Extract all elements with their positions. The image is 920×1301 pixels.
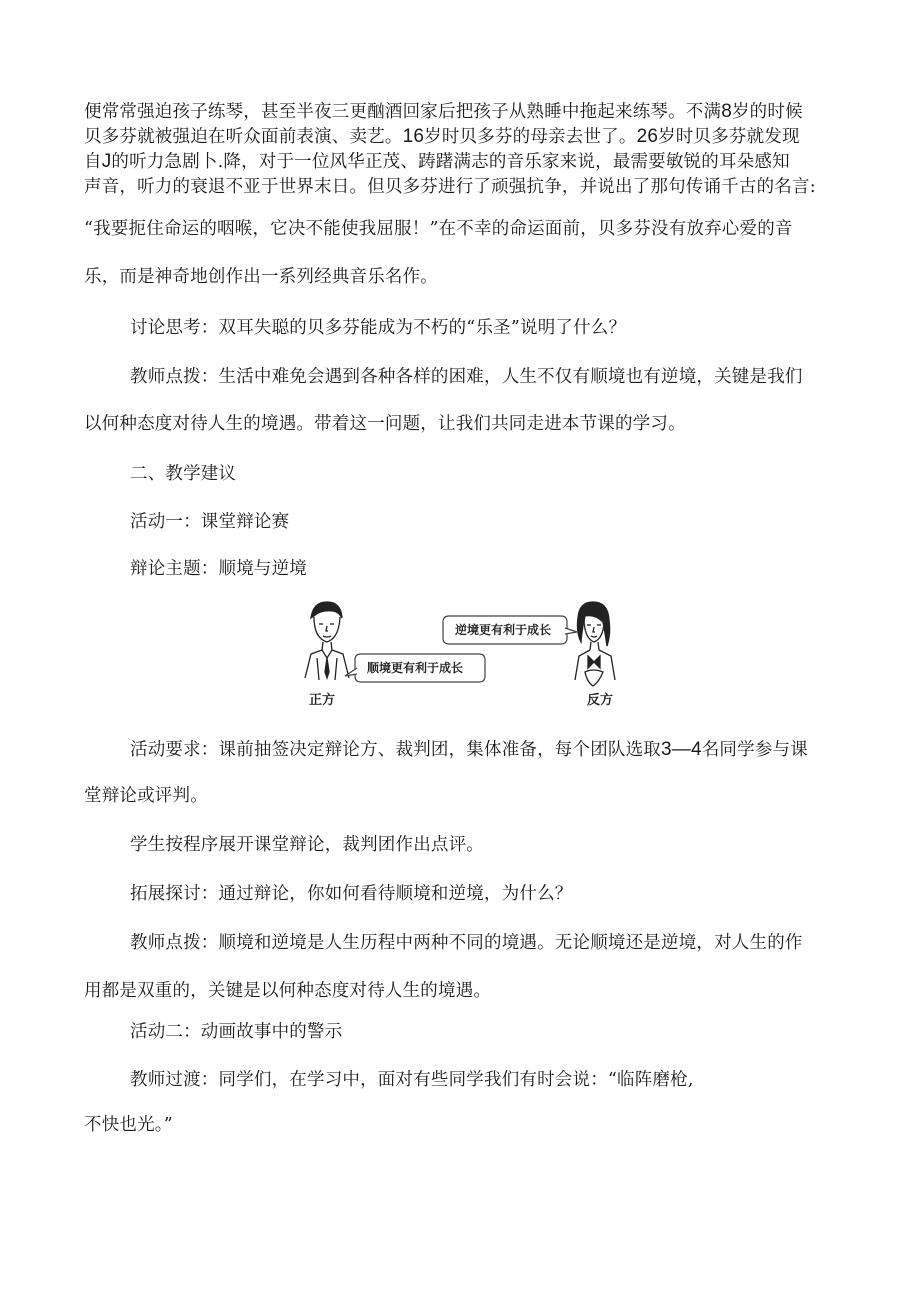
- text-span: 岁时贝多芬的母亲去世了。: [424, 127, 637, 147]
- teacher-hint-line: 用都是双重的，关键是以何种态度对待人生的境遇。: [84, 981, 492, 1001]
- teacher-hint-line: 教师点拨：顺境和逆境是人生历程中两种不同的境遇。无论顺境还是逆境，对人生的作: [130, 933, 803, 953]
- number-span: 8: [721, 101, 732, 122]
- negative-person-figure: [575, 602, 615, 686]
- text-span: 名同学参与课: [701, 740, 808, 760]
- activity-title: 活动一：课堂辩论赛: [130, 512, 290, 532]
- affirmative-person-figure: [305, 602, 349, 680]
- activity-requirement-line: [130, 738, 808, 762]
- left-bubble-text: 顺境更有利于成长: [367, 661, 464, 675]
- text-span: 贝多芬就被强迫在听众面前表演、卖艺。: [84, 127, 403, 147]
- text-span: 的听力急剧卜.降，对于一位风华正茂、踌躇满志的音乐家来说，最需要敏锐的耳朵感知: [111, 152, 790, 172]
- activity-title: 活动二：动画故事中的警示: [130, 1022, 343, 1042]
- paragraph-line: [84, 100, 803, 124]
- right-bubble-text: 逆境更有利于成长: [455, 623, 552, 637]
- debate-topic: 辩论主题：顺境与逆境: [130, 559, 307, 579]
- number-span: 16: [402, 126, 425, 147]
- text-span: 自: [84, 152, 102, 172]
- affirmative-label: 正方: [309, 693, 336, 708]
- paragraph-line: 声音，听力的衰退不亚于世界末日。但贝多芬进行了顽强抗争，并说出了那句传诵千古的名言:: [84, 177, 816, 197]
- text-span: 岁的时候: [731, 102, 803, 122]
- text-span: 便常常强迫孩子练琴，甚至半夜三更酗酒回家后把孩子从熟睡中拖起来练琴。不满: [84, 102, 722, 122]
- paragraph-line: 乐，而是神奇地创作出一系列经典音乐名作。: [84, 267, 438, 287]
- activity-requirement-line: 堂辩论或评判。: [84, 786, 208, 806]
- text-span: 岁时贝多芬就发现: [658, 127, 800, 147]
- negative-label: 反方: [587, 693, 614, 708]
- teacher-transition-line: 不快也光。”: [84, 1115, 173, 1135]
- section-heading: 二、教学建议: [130, 464, 237, 484]
- discussion-question: 讨论思考：双耳失聪的贝多芬能成为不朽的“乐圣”说明了什么？: [130, 318, 627, 338]
- debate-illustration-drawing: [303, 598, 621, 710]
- teacher-transition-line: 教师过渡：同学们，在学习中，面对有些同学我们有时会说：“临阵磨枪,: [130, 1070, 694, 1090]
- paragraph-line: [84, 125, 800, 149]
- number-span: 3—4: [661, 739, 702, 760]
- glyph-span: J: [101, 151, 112, 172]
- text-span: 活动要求：课前抽签决定辩论方、裁判团，集体准备，每个团队选取: [130, 740, 661, 760]
- students-debate-line: 学生按程序展开课堂辩论，裁判团作出点评。: [130, 835, 484, 855]
- number-span: 26: [636, 126, 659, 147]
- teacher-hint-line: 以何种态度对待人生的境遇。带着这一问题，让我们共同走进本节课的学习。: [84, 414, 686, 434]
- extension-question: 拓展探讨：通过辩论，你如何看待顺境和逆境，为什么？: [130, 884, 573, 904]
- paragraph-line: “我要扼住命运的咽喉，它决不能使我屈服！”在不幸的命运面前，贝多芬没有放弃心爱的音: [84, 219, 793, 239]
- teacher-hint-line: 教师点拨：生活中难免会遇到各种各样的困难，人生不仅有顺境也有逆境，关键是我们: [130, 367, 803, 387]
- debate-illustration: [303, 598, 621, 710]
- paragraph-line: [84, 150, 790, 174]
